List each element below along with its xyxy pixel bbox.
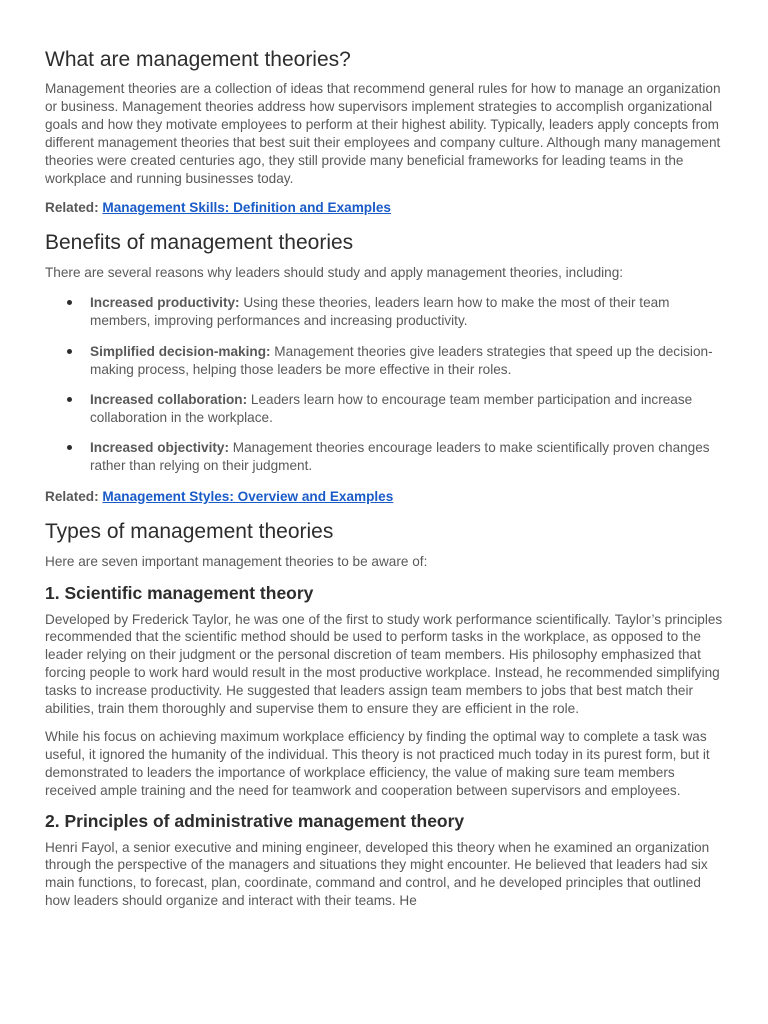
heading-benefits: Benefits of management theories [45,231,354,255]
list-item [90,391,728,427]
administrative-paragraph-1: Henri Fayol, a senior executive and mining engineer, developed this theory when he examined an organization through the perspective of the managers and situations they might encounter. He believed that leaders had six main functions, to forecast, plan, coordinate, command and control, and he developed principles that outlined how leaders should organize and interact with their teams. He [45,839,710,909]
benefit-text: Management theories give leaders strategies that speed up the decision-making process, helping those leaders be more effective in their roles. [90,343,713,377]
related-link-management-styles[interactable]: Management Styles: Overview and Examples [102,488,394,504]
heading-types: Types of management theories [45,519,334,543]
benefit-title: Increased productivity: [90,295,240,311]
intro-paragraph: Management theories are a collection of ideas that recommend general rules for how to manage an organization or business. Management theories address how supervisors implement strategies to accomplish organizational goals and how they motivate employees to perform at their highest ability. Typically, leaders apply concepts from different management theories that best suit their employees and company culture. Although many management theories were created centuries ago, they still provide many beneficial frameworks for leading teams in the workplace and running businesses today. [45,81,721,186]
scientific-paragraph-1: Developed by Frederick Taylor, he was one of the first to study work performance scientifically. Taylor’s principles recommended that the scientific method should be used to perform tasks in the workplace, as opposed to the leader relying on their judgment or the personal discretion of team members. His philosophy emphasized that forcing people to work hard would result in the most productive workplace. Instead, he recommended simplifying tasks to increase productivity. He suggested that leaders assign team members to jobs that best match their abilities, train them thoroughly and supervise them to ensure they are efficient in the role. [45,611,723,717]
heading-what-are-management-theories: What are management theories? [45,48,351,71]
types-lead: Here are seven important management theories to be aware of: [45,553,428,569]
benefit-text: Management theories encourage leaders to make scientifically proven changes rather than relying on their judgment. [90,440,710,474]
benefit-title: Increased objectivity: [90,440,230,456]
related-label: Related: [45,200,99,216]
related-line-1 [45,199,728,217]
related-link-management-skills[interactable]: Management Skills: Definition and Examples [102,200,391,216]
scientific-paragraph-2: While his focus on achieving maximum workplace efficiency by finding the optimal way to complete a task was useful, it ignored the humanity of the individual. This theory is not practiced much today in its purest form, but it demonstrated to leaders the importance of workplace efficiency, the value of making sure team members received ample training and the need for teamwork and cooperation between supervisors and employees. [45,728,710,798]
benefit-title: Increased collaboration: [90,391,248,407]
heading-scientific-management: 1. Scientific management theory [45,582,314,603]
benefit-text: Using these theories, leaders learn how to make the most of their team members, improving performances and increasing productivity. [90,295,670,329]
list-item [90,439,728,475]
heading-administrative-management: 2. Principles of administrative management theory [45,810,465,831]
benefit-text: Leaders learn how to encourage team member participation and increase collaboration in the workplace. [90,391,693,425]
benefit-title: Simplified decision-making: [90,343,271,359]
related-label: Related: [45,488,99,504]
list-item [90,343,728,379]
benefits-list [45,294,728,475]
related-line-2 [45,488,728,506]
benefits-lead: There are several reasons why leaders should study and apply management theories, including: [45,265,624,281]
list-item [90,294,728,330]
